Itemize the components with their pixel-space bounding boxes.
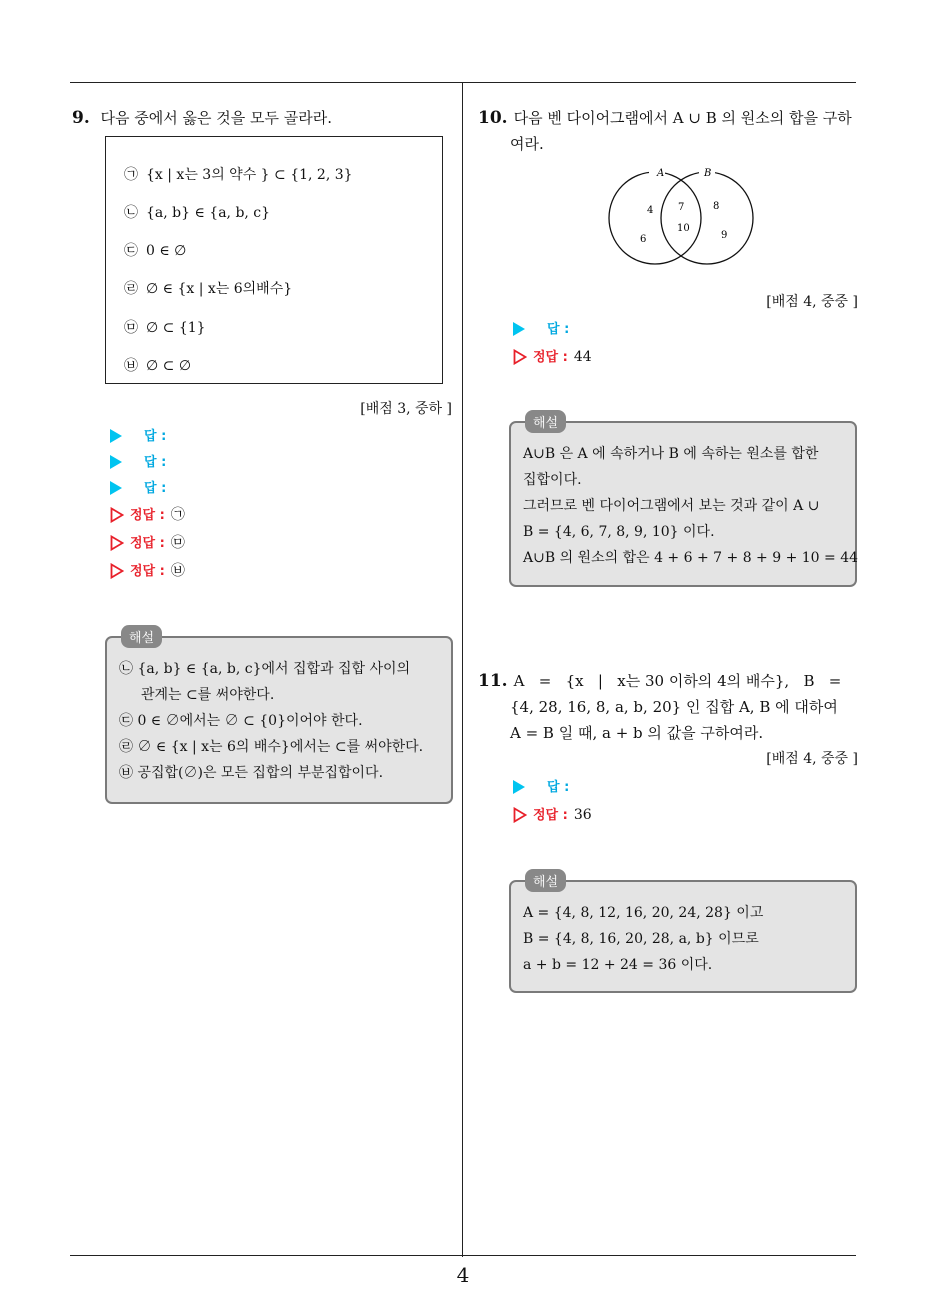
correct-answer-row bbox=[110, 530, 185, 556]
correct-label: 정답 : bbox=[130, 536, 165, 551]
set-b-circle bbox=[661, 172, 753, 264]
choice-text: ∅ ⊂ {1} bbox=[146, 320, 206, 336]
correct-answer: ㉤ bbox=[170, 535, 185, 551]
solution-line: A∪B 은 A 에 속하거나 B 에 속하는 원소를 합한 bbox=[523, 446, 819, 462]
solution-line: B = {4, 6, 7, 8, 9, 10} 이다. bbox=[523, 524, 715, 540]
correct-answer: 44 bbox=[573, 349, 592, 365]
choice-item bbox=[124, 278, 292, 298]
venn-value: 8 bbox=[713, 201, 720, 212]
question-number: 10. bbox=[478, 108, 508, 128]
choice-mark: ㉣ bbox=[124, 281, 138, 297]
answer-triangle-icon bbox=[110, 481, 122, 495]
set-a-circle bbox=[609, 172, 701, 264]
solution-box bbox=[509, 875, 857, 993]
solution-line: ㉢ 0 ∈ ∅에서는 ∅ ⊂ {0}이어야 한다. bbox=[119, 713, 363, 729]
choice-item bbox=[124, 202, 270, 222]
correct-triangle-icon bbox=[513, 349, 527, 365]
solution-line: 관계는 ⊂를 써야한다. bbox=[141, 687, 275, 703]
question-stem: 다음 벤 다이어그램에서 A ∪ B 의 원소의 합을 구하 bbox=[513, 109, 852, 127]
choice-text: {x | x는 3의 약수 } ⊂ {1, 2, 3} bbox=[146, 167, 353, 183]
set-a-label: A bbox=[657, 168, 665, 179]
correct-answer: 36 bbox=[573, 807, 592, 823]
choice-text: {a, b} ∈ {a, b, c} bbox=[146, 205, 271, 221]
choice-text: ∅ ∈ {x | x는 6의배수} bbox=[146, 281, 293, 297]
answer-row bbox=[110, 423, 166, 449]
solution-line: B = {4, 8, 16, 20, 28, a, b} 이므로 bbox=[523, 931, 759, 947]
venn-value: 4 bbox=[647, 205, 654, 216]
venn-value: 7 bbox=[678, 202, 685, 213]
venn-value: 6 bbox=[640, 234, 647, 245]
solution-box bbox=[509, 416, 859, 587]
solution-tag: 해설 bbox=[525, 869, 566, 892]
correct-label: 정답 : bbox=[533, 808, 568, 823]
score-label: [배점 3, 중하 ] bbox=[360, 401, 452, 417]
choice-mark: ㉢ bbox=[124, 243, 138, 259]
answer-label: 답 : bbox=[547, 780, 570, 795]
answer-row bbox=[513, 774, 569, 800]
choice-mark: ㉠ bbox=[124, 167, 138, 183]
score-label: [배점 4, 중중 ] bbox=[766, 294, 858, 310]
choice-mark: ㉡ bbox=[124, 205, 138, 221]
choices-box bbox=[105, 136, 443, 384]
answer-triangle-icon bbox=[110, 429, 122, 443]
solution-line: 집합이다. bbox=[523, 472, 582, 488]
correct-answer: ㉥ bbox=[170, 563, 185, 579]
page-number: 4 bbox=[456, 1263, 470, 1287]
set-b-label: B bbox=[704, 168, 712, 179]
solution-line: A = {4, 8, 12, 16, 20, 24, 28} 이고 bbox=[523, 905, 764, 921]
choice-mark: ㉥ bbox=[124, 358, 138, 374]
choice-item bbox=[124, 164, 353, 184]
choice-text: 0 ∈ ∅ bbox=[146, 243, 187, 259]
correct-triangle-icon bbox=[110, 563, 124, 579]
answer-label: 답 : bbox=[547, 322, 570, 337]
answer-label: 답 : bbox=[144, 455, 167, 470]
answer-row bbox=[110, 449, 166, 475]
choice-text: ∅ ⊂ ∅ bbox=[146, 358, 192, 374]
question-stem-cont: A = B 일 때, a + b 의 값을 구하여라. bbox=[510, 724, 764, 742]
venn-value: 10 bbox=[677, 223, 690, 234]
answer-row bbox=[110, 475, 166, 501]
correct-triangle-icon bbox=[513, 807, 527, 823]
solution-line: a + b = 12 + 24 = 36 이다. bbox=[523, 957, 713, 973]
question-10 bbox=[478, 105, 858, 157]
header-rule bbox=[70, 82, 856, 83]
column-divider bbox=[462, 82, 463, 1257]
venn-value: 9 bbox=[721, 230, 728, 241]
solution-tag: 해설 bbox=[121, 625, 162, 648]
correct-answer: ㉠ bbox=[170, 507, 185, 523]
footer-rule bbox=[70, 1255, 856, 1256]
venn-diagram bbox=[605, 163, 765, 268]
question-stem-cont: {4, 28, 16, 8, a, b, 20} 인 집합 A, B 에 대하여 bbox=[510, 698, 838, 716]
choice-item bbox=[124, 355, 191, 375]
answer-label: 답 : bbox=[144, 481, 167, 496]
correct-label: 정답 : bbox=[130, 508, 165, 523]
correct-answer-row bbox=[110, 502, 185, 528]
correct-label: 정답 : bbox=[130, 564, 165, 579]
choice-mark: ㉤ bbox=[124, 320, 138, 336]
answer-triangle-icon bbox=[110, 455, 122, 469]
correct-answer-row bbox=[513, 344, 592, 370]
answer-row bbox=[513, 316, 569, 342]
question-number: 11. bbox=[478, 671, 508, 691]
solution-line: ㉥ 공집합(∅)은 모든 집합의 부분집합이다. bbox=[119, 765, 384, 781]
question-stem: 다음 중에서 옳은 것을 모두 골라라. bbox=[100, 109, 333, 127]
answer-label: 답 : bbox=[144, 429, 167, 444]
question-number: 9. bbox=[72, 108, 90, 128]
correct-triangle-icon bbox=[110, 507, 124, 523]
correct-triangle-icon bbox=[110, 535, 124, 551]
correct-label: 정답 : bbox=[533, 350, 568, 365]
score-label: [배점 4, 중중 ] bbox=[766, 751, 858, 767]
solution-line: ㉡ {a, b} ∈ {a, b, c}에서 집합과 집합 사이의 bbox=[119, 661, 411, 677]
question-stem: A = {x | x는 30 이하의 4의 배수}, B = bbox=[513, 672, 842, 690]
choice-item bbox=[124, 240, 186, 260]
question-11 bbox=[478, 668, 860, 746]
correct-answer-row bbox=[110, 558, 185, 584]
solution-line: A∪B 의 원소의 합은 4 + 6 + 7 + 8 + 9 + 10 = 44 bbox=[523, 550, 859, 566]
solution-line: 그러므로 벤 다이어그램에서 보는 것과 같이 A ∪ bbox=[523, 498, 820, 514]
solution-tag: 해설 bbox=[525, 410, 566, 433]
question-stem-cont: 여라. bbox=[510, 135, 544, 153]
answer-triangle-icon bbox=[513, 780, 525, 794]
solution-line: ㉣ ∅ ∈ {x | x는 6의 배수}에서는 ⊂를 써야한다. bbox=[119, 739, 424, 755]
question-9 bbox=[72, 105, 332, 131]
answer-triangle-icon bbox=[513, 322, 525, 336]
correct-answer-row bbox=[513, 802, 592, 828]
choice-item bbox=[124, 317, 206, 337]
solution-box bbox=[105, 631, 453, 804]
